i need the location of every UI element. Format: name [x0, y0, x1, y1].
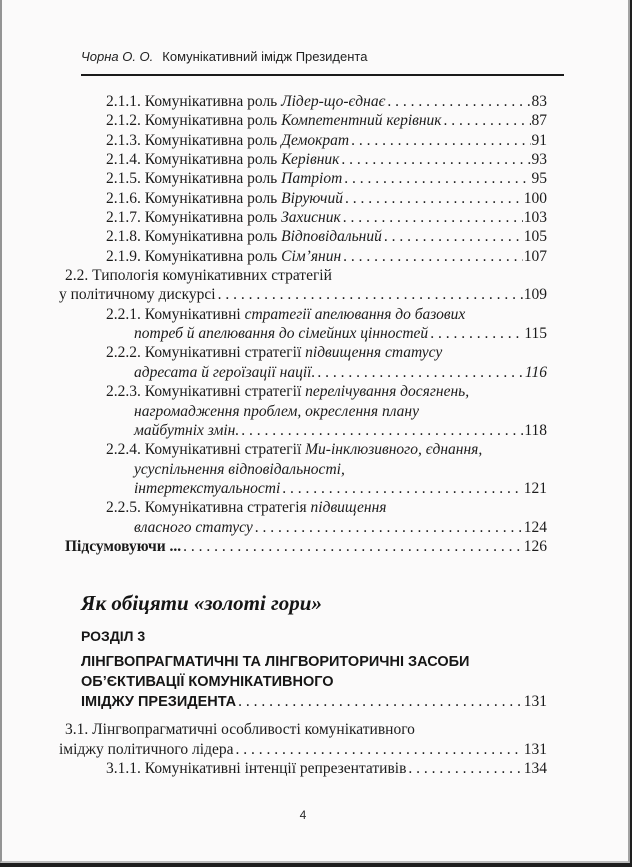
toc-line [59, 343, 547, 362]
toc-line [59, 169, 547, 188]
toc-text: 2.2.5. Комунікативна стратегія [106, 499, 311, 517]
running-header-book-title: Комунікативний імідж Президента [162, 49, 368, 64]
dot-leader [343, 208, 523, 227]
page-ref: 131 [523, 693, 547, 711]
toc-text: адресата й героїзації нації. [134, 363, 316, 381]
chapter-title [59, 652, 547, 712]
toc-line [59, 382, 547, 401]
dot-leader [218, 285, 523, 304]
page-ref: 100 [523, 189, 547, 207]
dot-leader [343, 247, 523, 266]
toc-line [59, 131, 547, 150]
toc-line [59, 402, 547, 421]
page-ref: 118 [524, 421, 547, 439]
dot-leader [408, 759, 522, 778]
toc-text: нагромадження проблем, окреслення плану [134, 402, 419, 420]
page-ref: 83 [531, 93, 547, 110]
toc-text: 2.1.3. Комунікативна роль [106, 131, 282, 149]
dot-leader [255, 518, 523, 537]
toc-text: 2.2.1. Комунікативні [106, 305, 245, 323]
toc-text: підвищення [310, 499, 387, 517]
toc-text: 2.1.8. Комунікативна роль [106, 228, 282, 246]
toc-line [59, 759, 547, 778]
dot-leader [241, 421, 523, 440]
toc-line [59, 460, 547, 479]
dot-leader [341, 150, 530, 169]
page-ref: 93 [531, 151, 547, 169]
toc-line [59, 227, 547, 246]
footer-page-number: 4 [299, 808, 307, 823]
toc-text: 2.1.6. Комунікативна роль [106, 189, 282, 207]
toc-text: ОБ’ЄКТИВАЦІЇ КОМУНІКАТИВНОГО [81, 674, 334, 691]
dot-leader [235, 740, 522, 759]
section-motto: Як обіцяти «золоті гори» [81, 591, 322, 616]
toc-text: 2.2. Типологія комунікативних стратегій [65, 267, 332, 285]
toc-line [59, 189, 547, 208]
page-ref: 121 [523, 479, 547, 497]
dot-leader [183, 537, 523, 556]
toc-line [59, 740, 547, 759]
dot-leader [317, 363, 524, 382]
page-ref: 126 [523, 537, 547, 555]
dot-leader [345, 189, 523, 208]
page-ref: 95 [531, 170, 547, 188]
toc-line [59, 150, 547, 169]
toc-line [59, 440, 547, 459]
toc-line [59, 208, 547, 227]
folio [59, 808, 547, 822]
toc-text: ЛІНГВОПРАГМАТИЧНІ ТА ЛІНГВОРИТОРИЧНІ ЗАСОБИ [81, 654, 470, 671]
toc-line [59, 518, 547, 537]
chapter-label: РОЗДІЛ 3 [81, 628, 146, 645]
toc-line [59, 266, 547, 285]
chapter-title-line [81, 652, 547, 672]
dot-leader [384, 227, 523, 246]
toc-text: іміджу політичного лідера [59, 740, 234, 758]
page-ref: 124 [523, 518, 547, 536]
toc-text: 2.1.2. Комунікативна роль [106, 112, 282, 130]
toc-text: 2.1.1. Комунікативна роль [106, 93, 282, 110]
page-ref: 87 [531, 112, 547, 130]
toc-line [59, 421, 547, 440]
toc-text: 2.1.5. Комунікативна роль [106, 170, 282, 188]
dot-leader [387, 92, 530, 111]
header-rule [81, 74, 564, 76]
page-ref: 109 [523, 286, 547, 304]
page-ref: 105 [523, 228, 547, 246]
toc-text: у політичному дискурсі [59, 286, 216, 304]
chapter-title-line [81, 692, 547, 712]
toc-line [59, 92, 547, 111]
toc-line [59, 537, 547, 556]
toc-line [59, 324, 547, 343]
toc-text: власного статусу [134, 518, 253, 536]
toc-line [59, 111, 547, 130]
dot-leader [351, 131, 530, 150]
toc-text: 2.2.3. Комунікативні стратегії [106, 383, 306, 401]
toc-text: 2.1.7. Комунікативна роль [106, 209, 282, 227]
toc-line [59, 363, 547, 382]
toc-text: 2.1.4. Комунікативна роль [106, 151, 282, 169]
page-ref: 103 [523, 209, 547, 227]
toc-list-part2 [59, 720, 547, 778]
toc-list [59, 92, 547, 556]
dot-leader [430, 324, 523, 343]
toc-text: Лідер-що-єднає [281, 93, 386, 110]
toc-text: Патріот [281, 170, 343, 188]
chapter-title-line [81, 672, 547, 692]
toc-text: Сім’янин [281, 247, 342, 265]
dot-leader [444, 111, 531, 130]
dot-leader [282, 479, 522, 498]
toc-text: 3.1. Лінгвопрагматичні особливості комунікативного [65, 721, 415, 739]
toc-text: Відповідальний [281, 228, 382, 246]
toc-text: Керівник [281, 151, 340, 169]
toc-line [59, 720, 547, 739]
toc-text: усуспільнення відповідальності, [134, 460, 345, 478]
toc-text: Віруючий [281, 189, 343, 207]
toc-text: Демократ [281, 131, 350, 149]
toc-text: підвищення статусу [305, 344, 443, 362]
toc-line [59, 305, 547, 324]
toc-text: майбутніх змін. [134, 421, 240, 439]
toc-line [59, 247, 547, 266]
toc-text: стратегії апелювання до базових [244, 305, 466, 323]
page-ref: 91 [531, 131, 547, 149]
toc-line [59, 498, 547, 517]
toc-text: Захисник [281, 209, 341, 227]
dot-leader [344, 169, 530, 188]
page-ref: 134 [523, 759, 547, 777]
running-header [81, 49, 547, 64]
page-ref: 115 [524, 325, 547, 343]
toc-text: перелічування досягнень, [305, 383, 470, 401]
toc-text: потреб й апелювання до сімейних цінностей [134, 325, 429, 343]
dot-leader [238, 692, 523, 712]
toc-text: 2.2.4. Комунікативні стратегії [106, 441, 306, 459]
toc-text: інтертекстуальності [134, 479, 281, 497]
toc-line [59, 285, 547, 304]
toc-text: 2.2.2. Комунікативні стратегії [106, 344, 306, 362]
page-content [59, 49, 547, 822]
toc-text: Ми-інклюзивного, єднання, [305, 441, 483, 459]
toc-text: Підсумовуючи ... [65, 537, 182, 555]
page-ref: 107 [523, 247, 547, 265]
toc-line [59, 479, 547, 498]
toc-text: ІМІДЖУ ПРЕЗИДЕНТА [81, 694, 237, 711]
running-header-author: Чорна О. О. [81, 49, 154, 64]
page-ref: 116 [524, 363, 547, 381]
toc-text: 2.1.9. Комунікативна роль [106, 247, 282, 265]
page-ref: 131 [523, 740, 547, 758]
toc-text: 3.1.1. Комунікативні інтенції репрезентативів [106, 759, 407, 777]
toc-text: Компетентний керівник [281, 112, 442, 130]
